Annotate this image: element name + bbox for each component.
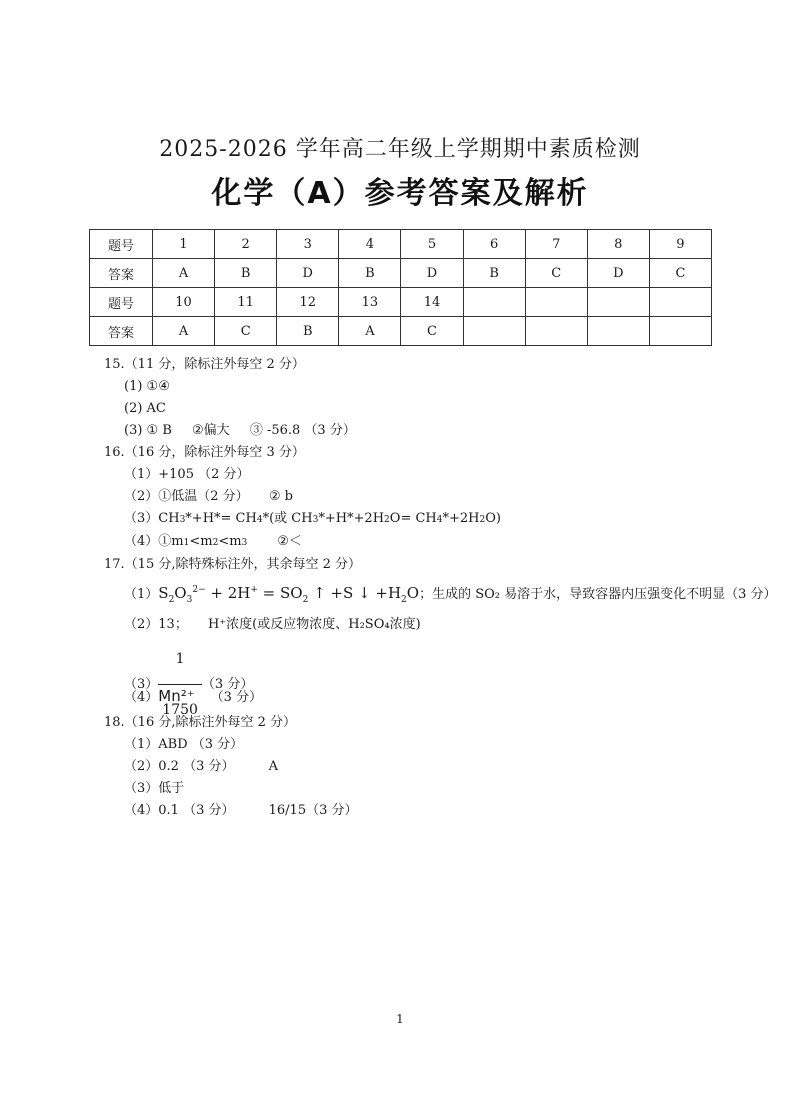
table-cell: C xyxy=(215,317,277,346)
row-label: 题号 xyxy=(90,230,153,259)
question-16-heading: 16.（16 分，除标注外每空 3 分） xyxy=(104,445,305,460)
q18-part-4: （4）0.1 （3 分） 16/15（3 分） xyxy=(124,803,358,818)
table-cell: 2 xyxy=(215,230,277,259)
q15-part-1: (1) ①④ xyxy=(124,379,170,394)
table-cell: 3 xyxy=(277,230,339,259)
q16-part-4b: ②＜ xyxy=(277,534,302,549)
table-cell: D xyxy=(587,259,649,288)
table-cell: 4 xyxy=(339,230,401,259)
table-cell: 9 xyxy=(649,230,711,259)
table-cell xyxy=(463,288,525,317)
q17-part-1-note: ；生成的 SO₂ 易溶于水，导致容器内压强变化不明显（3 分） xyxy=(419,587,777,602)
table-cell xyxy=(649,317,711,346)
q16-part-4: （4）①m1<m2<m3 ②＜ xyxy=(124,534,302,549)
table-cell: C xyxy=(525,259,587,288)
q15-part-3b: ②偏大 xyxy=(192,423,230,438)
table-cell: A xyxy=(339,317,401,346)
q16-part-2a: （2）①低温（2 分） xyxy=(124,489,249,504)
q16-part-3-equation: （3）CH3*+H*= CH4*(或 CH3*+H*+2H2O= CH4*+2H2O) xyxy=(124,511,501,526)
table-cell: B xyxy=(277,317,339,346)
answer-explanations xyxy=(104,354,777,822)
table-cell xyxy=(587,317,649,346)
fraction: $\frac{1}{1750}$ xyxy=(158,636,202,733)
table-cell: 8 xyxy=(587,230,649,259)
table-cell: B xyxy=(339,259,401,288)
exam-subtitle: 2025-2026 学年高二年级上学期期中素质检测 xyxy=(159,137,641,162)
q17-part-3: （3） $\frac{1}{1750}$ （3 分） xyxy=(124,636,744,682)
reaction-equation: $S_2O_3^{2-} + 2H^+ = SO_2$ ↑ +S ↓ $+H_2O$ xyxy=(158,584,420,605)
table-cell: C xyxy=(649,259,711,288)
table-cell xyxy=(649,288,711,317)
table-cell: 6 xyxy=(463,230,525,259)
ion-formula: Mn²⁺ xyxy=(158,687,195,705)
table-cell: B xyxy=(215,259,277,288)
page-title: 化学（A）参考答案及解析 xyxy=(211,176,589,211)
table-cell xyxy=(525,317,587,346)
q16-part-2b: ② b xyxy=(268,489,293,504)
question-17-heading: 17.（15 分,除特殊标注外，其余每空 2 分） xyxy=(104,557,362,572)
q18-part-4b: 16/15（3 分） xyxy=(268,803,358,818)
question-15-heading: 15.（11 分，除标注外每空 2 分） xyxy=(104,357,305,372)
question-18-heading: 18.（16 分,除标注外每空 2 分） xyxy=(104,715,297,730)
table-cell xyxy=(463,317,525,346)
table-cell: D xyxy=(401,259,463,288)
row-label: 答案 xyxy=(90,317,153,346)
table-cell: 14 xyxy=(401,288,463,317)
table-row xyxy=(90,288,712,317)
row-label: 题号 xyxy=(90,288,153,317)
table-cell xyxy=(525,288,587,317)
q15-part-3a: (3) ① B xyxy=(124,423,172,438)
q15-part-3c: ③ -56.8 （3 分） xyxy=(249,423,356,438)
table-cell: B xyxy=(463,259,525,288)
q16-part-2 xyxy=(124,486,744,508)
table-cell: A xyxy=(153,317,215,346)
q16-part-1: （1）+105 （2 分） xyxy=(124,467,250,482)
q18-part-2: （2）0.2 （3 分） A xyxy=(124,759,279,774)
table-cell: D xyxy=(277,259,339,288)
table-row xyxy=(90,259,712,288)
q17-part-2: （2）13； H⁺浓度(或反应物浓度、H₂SO₄浓度) xyxy=(124,617,421,632)
table-cell: 12 xyxy=(277,288,339,317)
table-row xyxy=(90,317,712,346)
page-number: 1 xyxy=(396,1012,404,1026)
table-cell: 11 xyxy=(215,288,277,317)
row-label: 答案 xyxy=(90,259,153,288)
q17-part-2b: H⁺浓度(或反应物浓度、H₂SO₄浓度) xyxy=(207,617,421,632)
answer-table xyxy=(89,229,712,346)
table-cell: 13 xyxy=(339,288,401,317)
q17-part-4: （4）Mn²⁺ （3 分） xyxy=(124,687,263,705)
table-cell xyxy=(587,288,649,317)
table-cell: A xyxy=(153,259,215,288)
q17-part-1: $(1)S_2O_3^{2-} + 2H^+ = SO_2$ ↑ +S ↓ $+H_2O$；生成的 SO₂ 易溶于水，导致容器内压强变化不明显（3 分） xyxy=(124,584,777,605)
table-cell: 1 xyxy=(153,230,215,259)
q15-part-2: (2) AC xyxy=(124,401,166,416)
q18-part-3: （3）低于 xyxy=(124,781,185,796)
q18-part-2b: A xyxy=(268,759,279,774)
table-row xyxy=(90,230,712,259)
table-cell: 10 xyxy=(153,288,215,317)
table-cell: C xyxy=(401,317,463,346)
table-cell: 7 xyxy=(525,230,587,259)
table-cell: 5 xyxy=(401,230,463,259)
q18-part-1: （1）ABD （3 分） xyxy=(124,737,244,752)
q15-part-3 xyxy=(124,420,744,442)
